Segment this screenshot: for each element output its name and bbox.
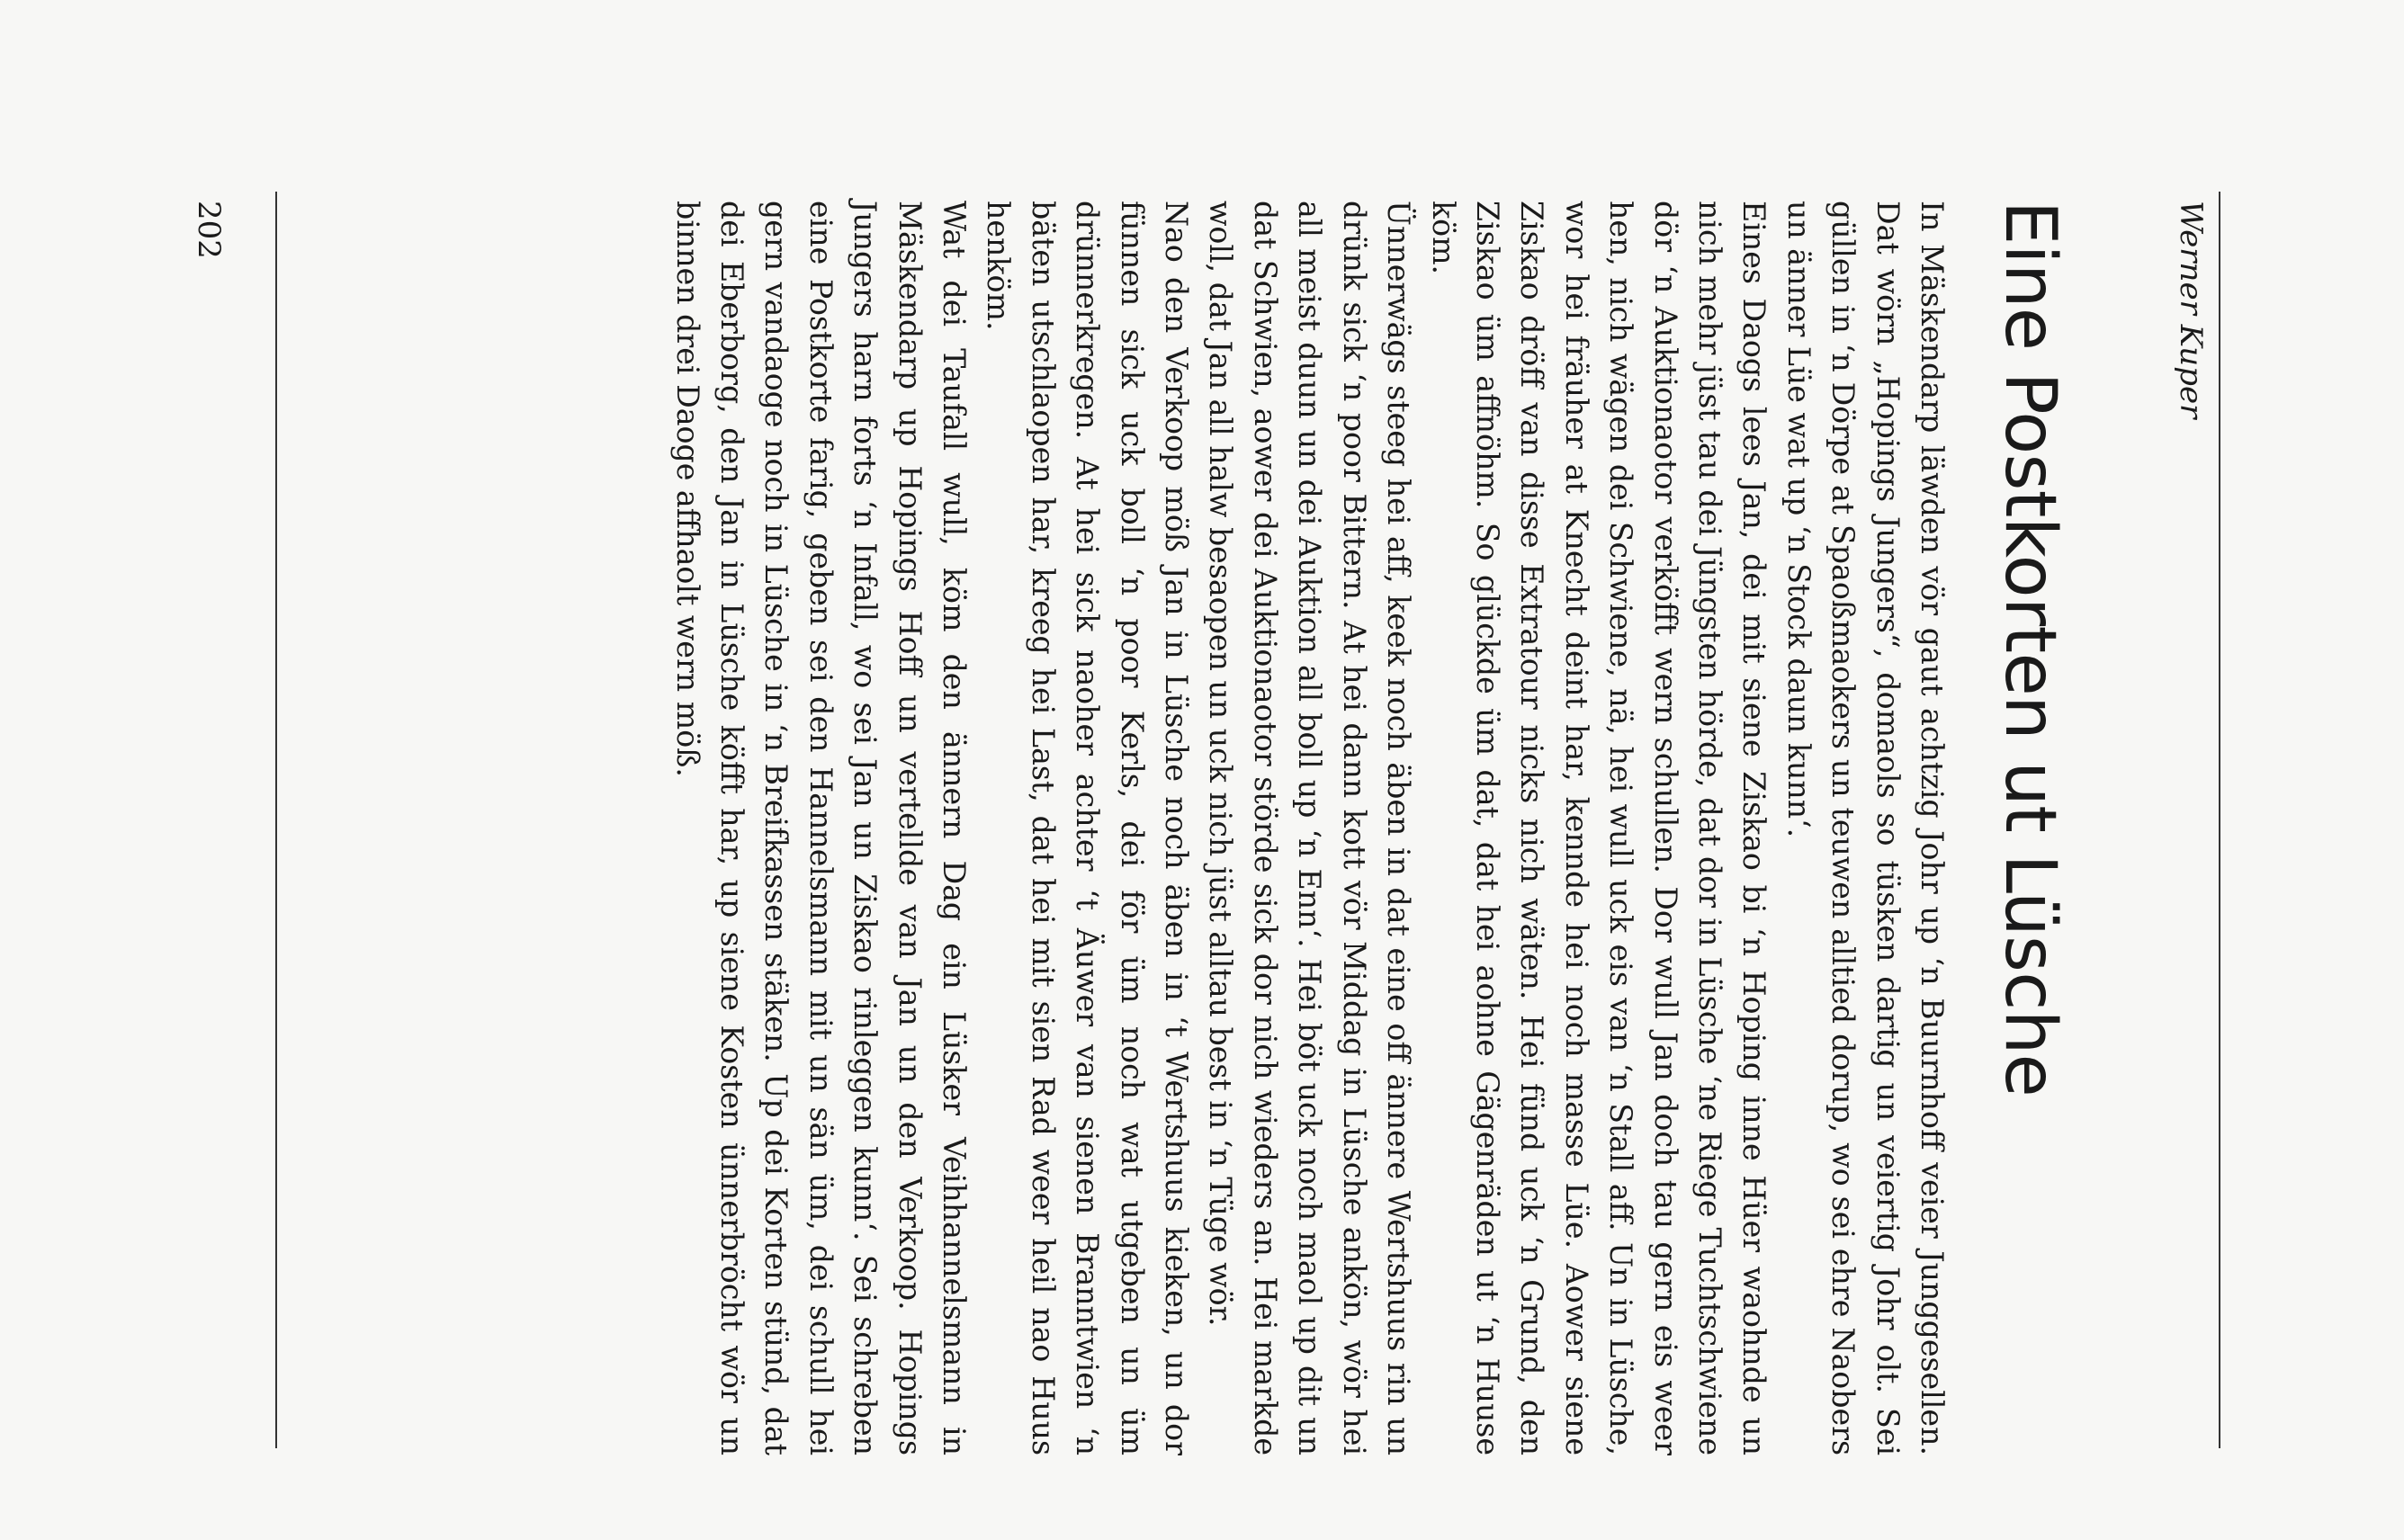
story-body (665, 201, 1954, 1455)
paragraph: Eines Daogs lees Jan, dei mit siene Ziskao bi ‘n Hoping inne Hüer waohnde un nich mehr jüst tau dei Jüngsten hörde, dat dor in Lüsche ‘ne Riege Tuchtschwiene dör ‘n Auktionaotor verköfft wern schullen. Dor wull Jan doch tau gern eis weer hen, nich wägen dei Schwiene, nä, hei wull uck eis van ‘n Stall aff. Un in Lüsche, wor hei fräuher at Knecht deint har, kennde hei noch masse Lüe. Aower siene Ziskao dröff van disse Extratour nicks nich wäten. Hei fünd uck ‘n Grund, den Ziskao üm affnöhm. So glückde üm dat, dat hei aohne Gägenräden ut ‘n Huuse köm. (1425, 201, 1772, 1455)
top-rule (2219, 192, 2220, 1448)
paragraph: Nao den Verkoop möß Jan in Lüsche noch äben in ‘t Wertshuus kieken, un dor fünnen sick uck boll ‘n poor Kerls, dei för üm noch wat utgeben un üm drünnerkregen. At hei sick naoher achter ‘t Äuwer van sienen Branntwien ‘n bäten utschlaopen har, kreeg hei Last, dat hei mit sien Rad weer heil nao Huus henköm. (981, 201, 1195, 1455)
author-header: Werner Kuper (2173, 201, 2209, 419)
page-title: Eine Postkorten ut Lüsche (1989, 201, 2070, 1097)
paragraph: Ünnerwägs steeg hei aff, keek noch äben in dat eine off ännere Wertshuus rin un drünk sick ‘n poor Bittern. At hei dann kott vör Middag in Lüsche ankön, wör hei all meist duun un dei Auktion all boll up ‘n Enn‘. Hei böt uck noch maol up dit un dat Schwien, aower dei Auktionaotor störde sick dor nich wieders an. Hei markde woll, dat Jan all halw besaopen un uck nich jüst alltau best in ‘n Tüge wör. (1203, 201, 1417, 1455)
bottom-rule (275, 192, 277, 1448)
page-number: 202 (191, 201, 227, 259)
paragraph: In Mäskendarp läwden vör gaut achtzig Johr up ‘n Buurnhoff veier Junggesellen. Dat wörn „Hopings Jungers“, domaols so tüsken dartig un veiertig Johr olt. Sei güllen in ‘n Dörpe at Spaoßmaokers un teuwen alltied dorup, wo sei ehre Naobers un änner Lüe wat up ‘n Stock daun kunn‘. (1781, 201, 1950, 1455)
paragraph: Wat dei Taufall wull, köm den ännern Dag ein Lüsker Veihhannelsmann in Mäskendarp up Hopings Hoff un vertellde van Jan un den Verkoop. Hopings Jungers harn forts ‘n Infall, wo sei Jan un Ziskao rinleggen kunn‘. Sei schreben eine Postkorte farig, geben sei den Hannelsmann mit un sän üm, dei schull hei gern vandaoge noch in Lüsche in ‘n Breifkassen stäken. Up dei Korten stünd, dat dei Eberborg, den Jan in Lüsche köfft har, up siene Kosten ünnerbröcht wör un binnen drei Daoge affhaolt wern möß. (669, 201, 973, 1455)
